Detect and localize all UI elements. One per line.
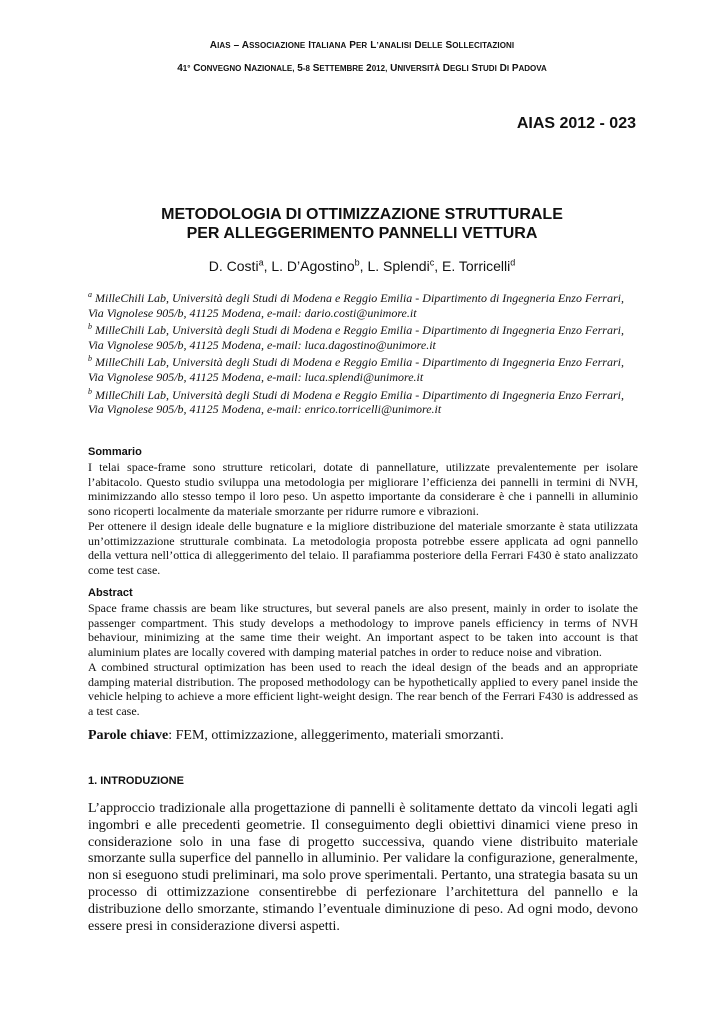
abstract-paragraph: Space frame chassis are beam like structures, but several panels are also present, mainly in order to isolate the passenger compartment. This study develops a methodology to improve panels efficiency in terms of NVH behaviour, minimizing at the same time their weight. An important aspect to be taken into account is that aluminium plates are locally covered with damping material patches in order to reduce noise and vibration.: [88, 601, 638, 660]
title-line-1: METODOLOGIA DI OTTIMIZZAZIONE STRUTTURALE: [161, 206, 563, 223]
affiliation: $^b$ MilleChili Lab, Università degli Studi di Modena e Reggio Emilia - Dipartimento di Ingegneria Enzo Ferrari, Via Vignolese 905/b, 41125 Modena, e-mail: luca.dagostino@unimore.it: [88, 322, 624, 352]
affiliation: $^b$ MilleChili Lab, Università degli Studi di Modena e Reggio Emilia - Dipartimento di Ingegneria Enzo Ferrari, Via Vignolese 905/b, 41125 Modena, e-mail: luca.splendi@unimore.it: [88, 354, 624, 384]
section-heading-introduzione: 1. INTRODUZIONE: [88, 775, 184, 787]
keywords-text: : FEM, ottimizzazione, alleggerimento, materiali smorzanti.: [168, 728, 504, 743]
abstract-body: [88, 601, 638, 719]
affiliations: [88, 288, 648, 417]
running-header-conference: 41° CONVEGNO NAZIONALE, 5-8 SETTEMBRE 2012, UNIVERSITÀ DEGLI STUDI DI PADOVA: [177, 63, 547, 74]
paper-title: [0, 205, 724, 243]
author: D. Costi$^a$,: [208, 257, 272, 274]
keywords-label: Parole chiave: [88, 728, 169, 743]
sommario-paragraph: Per ottenere il design ideale delle bugnature e la migliore distribuzione del materiale smorzante è stata utilizzata un’ottimizzazione strutturale combinata. La metodologia proposta potrebbe essere applicata ad ogni pannello della vettura nell’ottica di alleggerimento del telaio. Il parafiamma posteriore della Ferrari F430 è stato analizzato come test case.: [88, 518, 638, 577]
sommario-heading: Sommario: [88, 446, 142, 458]
sommario-body: [88, 460, 638, 578]
title-line-2: PER ALLEGGERIMENTO PANNELLI VETTURA: [186, 225, 538, 242]
affiliation: $^b$ MilleChili Lab, Università degli Studi di Modena e Reggio Emilia - Dipartimento di Ingegneria Enzo Ferrari, Via Vignolese 905/b, 41125 Modena, e-mail: enrico.torricelli@unimore.it: [88, 386, 624, 417]
author: L. D’Agostino$^b$,: [271, 257, 368, 274]
abstract-heading: Abstract: [88, 587, 133, 599]
introduzione-body: L’approccio tradizionale alla progettazione di pannelli è solitamente dettato da vincoli legati agli ingombri e alle precedenti geometrie. Il conseguimento degli obiettivi dinamici viene preso in considerazione solo in una fase di progetto successiva, quando viene distribuito materiale smorzante sulla superfice del pannello in alluminio. Per validare la configurazione, generalmente, non si eseguono studi preliminari, ma solo prove sperimentali. Pertanto, una strategia basata su un processo di ottimizzazione consentirebbe di perfezionare l’architettura del pannello e la distribuzione dello smorzante, stimando l’eventuale diminuzione di peso. Ad ogni modo, devono essere presi in considerazione diversi aspetti.: [88, 801, 638, 934]
abstract-paragraph: A combined structural optimization has been used to reach the ideal design of the beads and an appropriate damping material distribution. The proposed methodology can be hypothetically applied to every panel inside the vehicle helping to achieve a more efficient light-weight design. The rear bench of the Ferrari F430 is addressed as a test case.: [88, 659, 638, 718]
author: L. Splendi$^c$,: [367, 257, 442, 274]
author-list: [0, 257, 724, 274]
paper-code: AIAS 2012 - 023: [516, 115, 636, 132]
affiliation: $^a$ MilleChili Lab, Università degli Studi di Modena e Reggio Emilia - Dipartimento di Ingegneria Enzo Ferrari, Via Vignolese 905/b, 41125 Modena, e-mail: dario.costi@unimore.it: [88, 290, 624, 320]
author: E. Torricelli$^d$: [442, 257, 516, 274]
sommario-paragraph: I telai space-frame sono strutture reticolari, dotate di pannellature, utilizzate prevalentemente per isolare l’abitacolo. Questo studio sviluppa una metodologia per migliorare l’efficienza dei pannelli in termini di NVH, minimizzando allo stesso tempo il loro peso. Un aspetto importante da considerare è che i pannelli in alluminio sono ricoperti localmente da materiale smorzante per ridurre rumore e vibrazioni.: [88, 460, 638, 519]
running-header-association: AIAS – ASSOCIAZIONE ITALIANA PER L’ANALISI DELLE SOLLECITAZIONI: [209, 40, 515, 51]
keywords: [88, 728, 504, 744]
